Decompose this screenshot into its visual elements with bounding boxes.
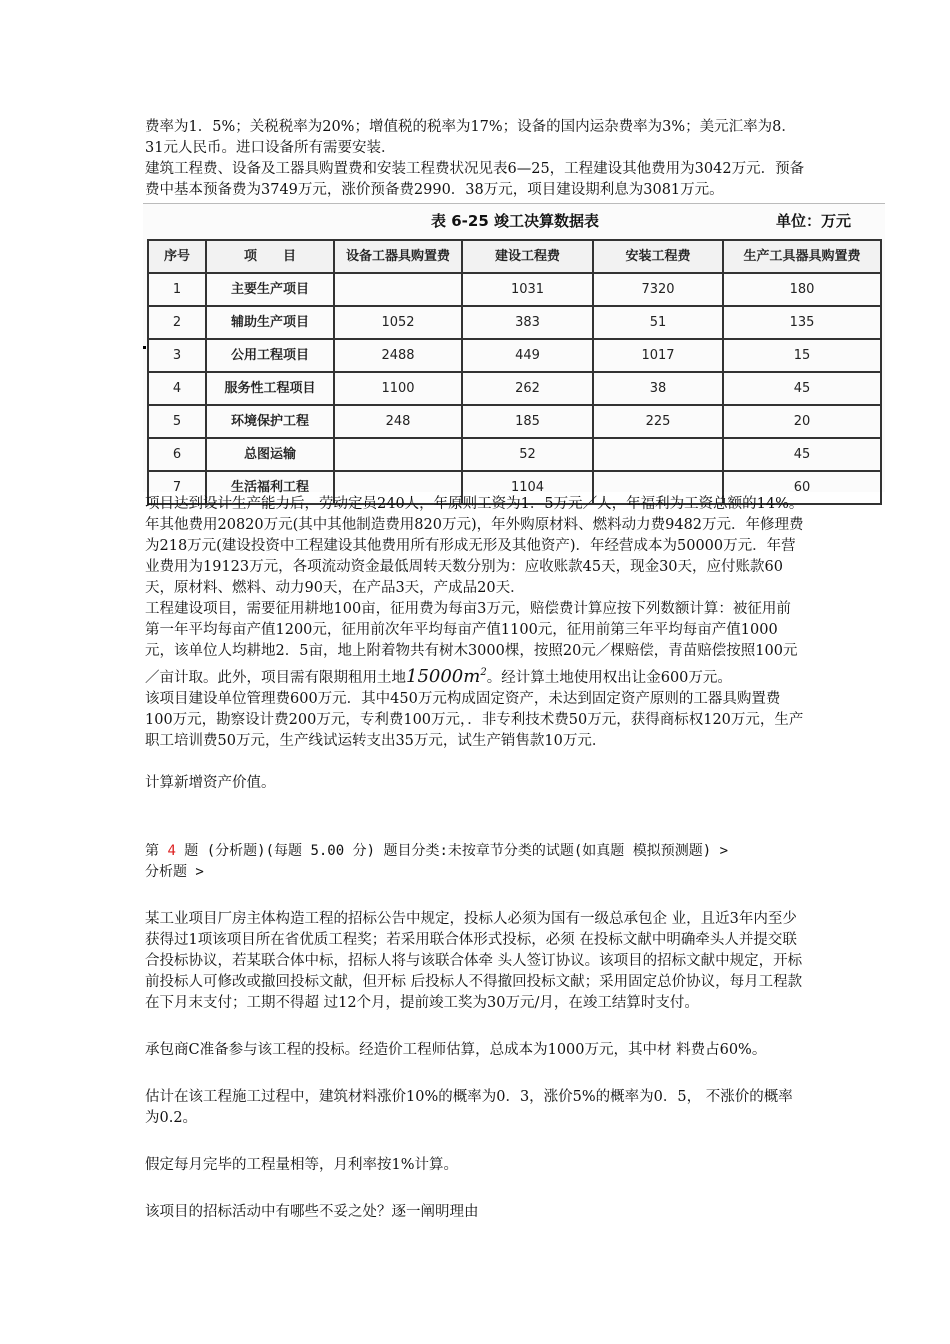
question-4-section [145,841,805,1223]
table-caption [143,209,885,233]
spacer [145,883,805,909]
probability-paragraph: 估计在该工程施工过程中，建筑材料涨价10%的概率为0．3，涨价5%的概率为0．5， 不涨价的概率为0.2。 [145,1089,793,1126]
header-tools: 生产工具器具购置费 [723,240,881,273]
land-area-exponent: 2 [480,667,487,678]
scan-speck [143,346,146,349]
intro-paragraph-1: 费率为1．5%；关税税率为20%；增值税的税率为17%；设备的国内运杂费率为3%；美元汇率为8．31元人民币。进口设备所有需要安装． [145,119,796,156]
cell-equipment [334,273,462,306]
cell-installation: 7320 [593,273,723,306]
management-fee-paragraph: 该项目建设单位管理费600万元．其中450万元构成固定资产，未达到固定资产原则的工器具购置费100万元，勘察设计费200万元，专利费100万元，．非专利技术费50万元，获得商标权120万元，生产职工培训费50万元，生产线试运转支出35万元，试生产销售款10万元． [145,691,804,749]
land-area-formula [406,666,487,687]
question-calc-new-assets: 计算新增资产价值。 [145,775,276,791]
spacer [145,1176,805,1202]
cell-construction: 449 [462,339,593,372]
final-accounts-table-image [143,203,885,495]
cell-tools: 135 [723,306,881,339]
problem-details-section [145,494,805,794]
land-acquisition-paragraph [145,599,805,689]
table-header-row [148,240,881,273]
header-item: 项 目 [206,240,334,273]
header-prefix: 第 [145,843,168,859]
spacer [145,1129,805,1155]
header-installation: 安装工程费 [593,240,723,273]
land-text-end: 。经计算土地使用权出让金600万元。 [486,670,732,686]
question-4-category: 分析题 > [145,864,204,880]
interest-paragraph: 假定每月完毕的工程量相等，月利率按1%计算。 [145,1157,459,1173]
land-area-value: 15000m [406,666,481,687]
header-equipment: 设备工器具购置费 [334,240,462,273]
table-title: 表 6-25 竣工决算数据表 [431,212,599,230]
cell-installation: 1017 [593,339,723,372]
cell-construction: 1031 [462,273,593,306]
cell-index: 5 [148,405,206,438]
cell-tools: 45 [723,438,881,471]
spacer [145,1061,805,1087]
intro-section [145,117,805,201]
cell-tools: 45 [723,372,881,405]
cell-equipment [334,438,462,471]
cell-construction: 262 [462,372,593,405]
table-row [148,339,881,372]
cell-index: 2 [148,306,206,339]
header-construction: 建设工程费 [462,240,593,273]
header-suffix: 题 (分析题)(每题 5.00 分) 题目分类:未按章节分类的试题(如真题 模拟预测题) > [175,843,729,859]
cell-installation: 225 [593,405,723,438]
tender-paragraph: 某工业项目厂房主体构造工程的招标公告中规定，投标人必须为国有一级总承包企 业，且近3年内至少获得过1项该项目所在省优质工程奖；若采用联合体形式投标，必须 在投标文献中明确牵头人并提交联合投标协议，若某联合体中标，招标人将与该联合体牵 头人签订协议。该项目的招标文献中规定，开标前投标人可修改或撤回投标文献，但开标 后投标人不得撤回投标文献；采用固定总价协议，每月工程款在下月末支付；工期不得超 过12个月，提前竣工奖为30万元/月，在竣工结算时支付。 [145,911,803,1011]
cell-index: 6 [148,438,206,471]
header-index: 序号 [148,240,206,273]
cell-index: 3 [148,339,206,372]
cell-construction: 1104 [462,471,593,504]
cell-tools: 180 [723,273,881,306]
cell-index: 4 [148,372,206,405]
table-row [148,438,881,471]
cell-construction: 383 [462,306,593,339]
question-number: 4 [167,843,176,859]
cell-equipment: 248 [334,405,462,438]
cell-equipment: 2488 [334,339,462,372]
cell-tools: 15 [723,339,881,372]
cell-item: 生活福利工程 [206,471,334,504]
cell-construction: 185 [462,405,593,438]
final-accounts-table [147,239,882,505]
cell-index: 7 [148,471,206,504]
cell-item: 主要生产项目 [206,273,334,306]
cell-item: 总图运输 [206,438,334,471]
intro-paragraph-2: 建筑工程费、设备及工器具购置费和安装工程费状况见表6—25，工程建设其他费用为3042万元．预备费中基本预备费为3749万元，涨价预备费2990．38万元，项目建设期利息为3081万元。 [145,161,805,198]
cell-index: 1 [148,273,206,306]
table-row [148,405,881,438]
cell-tools: 20 [723,405,881,438]
spacer [145,752,805,773]
cell-equipment: 1100 [334,372,462,405]
cell-item: 辅助生产项目 [206,306,334,339]
cell-installation: 38 [593,372,723,405]
cell-equipment: 1052 [334,306,462,339]
spacer [145,1014,805,1040]
cell-installation [593,438,723,471]
cell-item: 环境保护工程 [206,405,334,438]
cell-tools: 60 [723,471,881,504]
cell-item: 服务性工程项目 [206,372,334,405]
table-row [148,273,881,306]
table-row [148,372,881,405]
cell-item: 公用工程项目 [206,339,334,372]
cell-installation: 51 [593,306,723,339]
cell-construction: 52 [462,438,593,471]
table-unit: 单位：万元 [775,212,851,230]
staffing-cost-paragraph: 项目达到设计生产能力后，劳动定员240人，年原则工资为1．5万元／人，年福利为工资总额的14%。年其他费用20820万元(其中其他制造费用820万元)，年外购原材料、燃料动力费9482万元．年修理费为218万元(建设投资中工程建设其他费用所有形成无形及其他资产)．年经营成本为50000万元．年营业费用为19123万元，各项流动资金最低周转天数分别为：应收账款45天，现金30天，应付账款60天，原材料、燃料、动力90天，在产品3天，产成品20天． [145,496,804,596]
question-4-header [145,841,805,862]
land-text: 工程建设项目，需要征用耕地100亩，征用费为每亩3万元，赔偿费计算应按下列数额计算：被征用前第一年平均每亩产值1200元，征用前次年平均每亩产值1100元，征用前第三年平均每亩产值1000元，该单位人均耕地2．5亩，地上附着物共有树木3000棵，按照20元／棵赔偿，青苗赔偿按照100元／亩计取。此外，项目需有限期租用土地 [145,601,798,686]
table-row [148,306,881,339]
contractor-paragraph: 承包商C准备参与该工程的投标。经造价工程师估算，总成本为1000万元，其中材 料费占60%。 [145,1042,767,1058]
question-4-prompt: 该项目的招标活动中有哪些不妥之处？逐一阐明理由 [145,1204,479,1220]
